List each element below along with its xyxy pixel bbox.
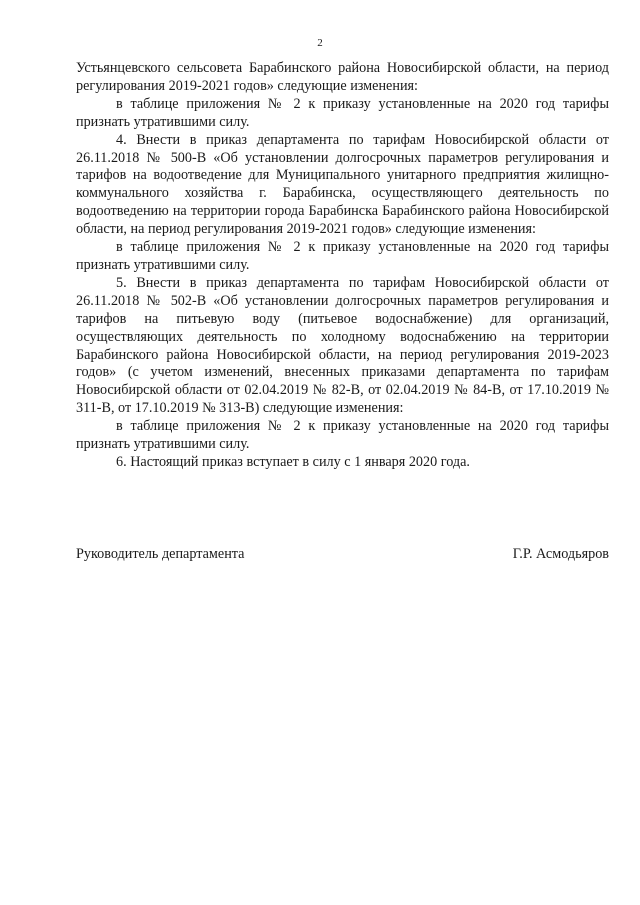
- paragraph-tariff-void-1: в таблице приложения № 2 к приказу установленные на 2020 год тарифы признать утратившими силу.: [76, 95, 609, 130]
- paragraph-item-5: 5. Внести в приказ департамента по тарифам Новосибирской области от 26.11.2018 № 502-В «Об установлении долгосрочных параметров регулирования и тарифов на питьевую воду (питьевое водоснабжение) для организаций, осуществляющих деятельность по холодному водоснабжению на территории Барабинского района Новосибирской области, на период регулирования 2019-2023 годов» (с учетом изменений, внесенных приказами департамента по тарифам Новосибирской области от 02.04.2019 № 82-В, от 02.04.2019 № 84-В, от 17.10.2019 № 311-В, от 17.10.2019 № 313-В) следующие изменения:: [76, 274, 609, 417]
- document-body: [76, 60, 609, 472]
- signatory-name: Г.Р. Асмодьяров: [512, 546, 609, 562]
- paragraph-item-4: 4. Внести в приказ департамента по тарифам Новосибирской области от 26.11.2018 № 500-В «Об установлении долгосрочных параметров регулирования и тарифов на водоотведение для Муниципального унитарного предприятия жилищно-коммунального хозяйства г. Барабинска, осуществляющего деятельность по водоотведению на территории города Барабинска Барабинского района Новосибирской области, на период регулирования 2019-2021 годов» следующие изменения:: [76, 131, 609, 238]
- signatory-role: Руководитель департамента: [76, 546, 245, 562]
- paragraph-continuation: Устьянцевского сельсовета Барабинского района Новосибирской области, на период регулирования 2019-2021 годов» следующие изменения:: [76, 60, 609, 94]
- paragraph-tariff-void-2: в таблице приложения № 2 к приказу установленные на 2020 год тарифы признать утратившими силу.: [76, 239, 609, 273]
- paragraph-item-6: 6. Настоящий приказ вступает в силу с 1 января 2020 года.: [116, 453, 470, 470]
- paragraph-tariff-void-3: в таблице приложения № 2 к приказу установленные на 2020 год тарифы признать утратившими силу.: [76, 418, 609, 453]
- page-number: 2: [317, 37, 323, 49]
